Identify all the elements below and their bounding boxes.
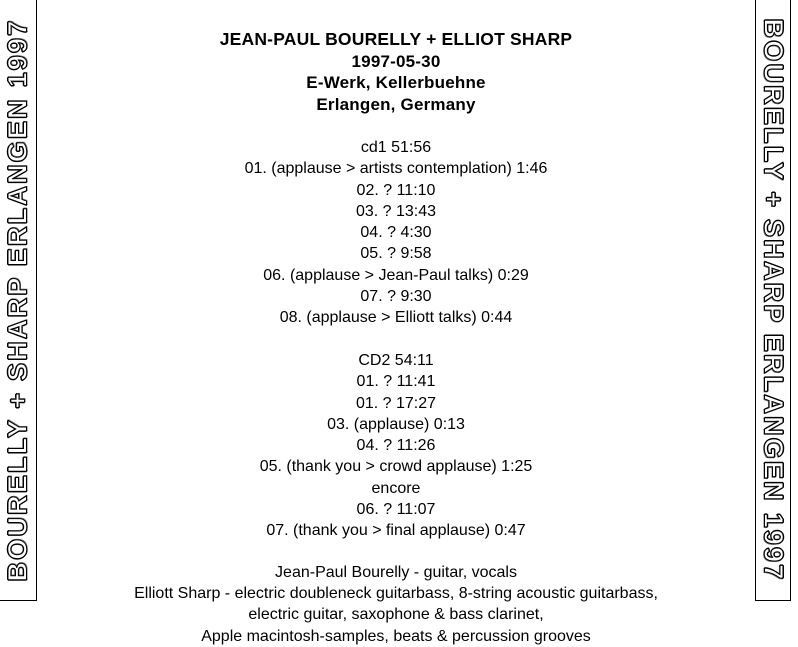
track-line: 06. (applause > Jean-Paul talks) 0:29 (263, 266, 529, 284)
track-line: 07. (thank you > final applause) 0:47 (266, 522, 526, 540)
disc-label: CD2 54:11 (358, 351, 434, 369)
track-line: 01. (applause > artists contemplation) 1:46 (244, 160, 548, 178)
track-line: 06. ? 11:07 (356, 501, 436, 519)
credit-line: Apple macintosh-samples, beats & percussion grooves (201, 627, 591, 645)
header-block (37, 0, 755, 115)
credit-line: Jean-Paul Bourelly - guitar, vocals (275, 563, 517, 581)
header-venue: E-Werk, Kellerbuehne (306, 73, 486, 92)
cover-main-panel (37, 0, 755, 645)
credit-line: Elliott Sharp - electric doubleneck guitarbass, 8-string acoustic guitarbass, (134, 584, 658, 602)
track-line: 01. ? 17:27 (355, 394, 437, 412)
track-line: encore (371, 479, 421, 497)
track-line: 01. ? 11:41 (356, 373, 436, 391)
header-artists: JEAN-PAUL BOURELLY + ELLIOT SHARP (219, 29, 573, 49)
track-line: 07. ? 9:30 (360, 288, 432, 306)
disc-label: cd1 51:56 (360, 139, 432, 156)
credits-block (37, 562, 755, 647)
spine-right (755, 0, 791, 601)
track-line: 03. (applause) 0:13 (327, 415, 465, 433)
track-line: 04. ? 4:30 (360, 224, 432, 242)
track-line: 03. ? 13:43 (355, 202, 437, 220)
header-date: 1997-05-30 (351, 51, 441, 71)
spine-left-text: BOURELLY + SHARP ERLANGEN 1997 (2, 18, 33, 582)
spine-right-text: BOURELLY + SHARP ERLANGEN 1997 (758, 18, 789, 582)
track-line: 04. ? 11:26 (356, 437, 436, 455)
track-line: 05. (thank you > crowd applause) 1:25 (259, 458, 533, 476)
spine-left (0, 0, 37, 601)
tracklist (37, 137, 755, 542)
track-line: 08. (applause > Elliott talks) 0:44 (279, 309, 513, 327)
header-location: Erlangen, Germany (316, 94, 476, 114)
credit-line: electric guitar, saxophone & bass clarinet, (248, 606, 544, 624)
tracklist-spacer (37, 329, 755, 350)
track-line: 02. ? 11:10 (356, 181, 436, 199)
track-line: 05. ? 9:58 (360, 245, 432, 263)
